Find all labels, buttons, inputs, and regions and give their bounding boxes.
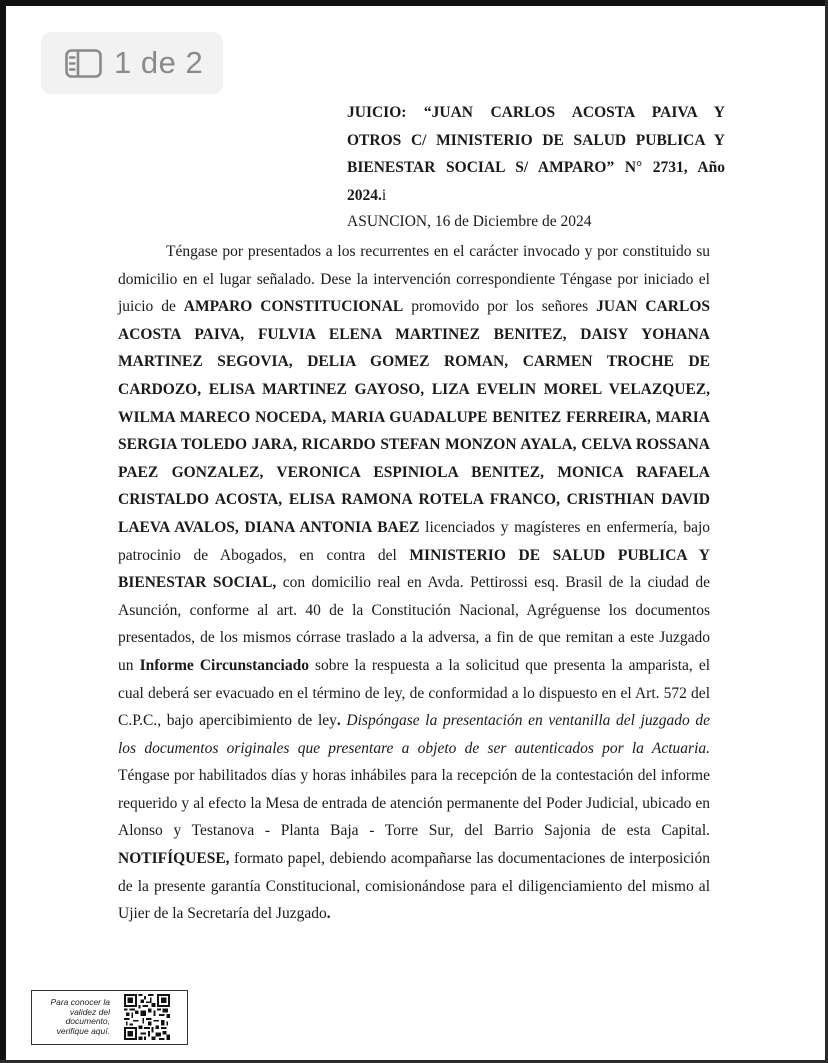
body-text-5: sobre la respuesta a la solicitud que presenta la amparista, el cual deberá ser evacuado en el término de ley, de conformidad a lo dispuesto en el Art. 572 del C.P.C., bajo apercibimiento de ley bbox=[118, 656, 711, 730]
case-title-line-1: JUICIO: “JUAN CARLOS ACOSTA PAIVA Y bbox=[347, 104, 725, 121]
qr-code-icon[interactable] bbox=[124, 994, 170, 1040]
report-label: Informe Circunstanciado bbox=[139, 656, 309, 674]
window-frame-left bbox=[0, 0, 6, 1063]
verification-line-2: validez del bbox=[69, 1006, 110, 1017]
defendant-name: MINISTERIO DE SALUD PUBLICA Y BIENESTAR SOCIAL, bbox=[118, 546, 710, 592]
body-text-3: licenciados y magísteres en enfermería, bajo patrocinio de Abogados, en contra del bbox=[118, 518, 711, 564]
sidebar-panel-icon bbox=[65, 49, 102, 78]
body-final-period: . bbox=[326, 905, 331, 923]
verification-line-3: documento, bbox=[65, 1016, 110, 1026]
amparo-label: AMPARO CONSTITUCIONAL bbox=[183, 298, 404, 316]
plaintiff-names: JUAN CARLOS ACOSTA PAIVA, FULVIA ELENA MARTINEZ BENITEZ, DAISY YOHANA MARTINEZ SEGOVIA, DELIA GOMEZ ROMAN, CARMEN TROCHE DE CARDOZO, ELISA MARTINEZ GAYOSO, LIZA EVELIN MOREL VELAZQUEZ, WILMA MARECO NOCEDA, MARIA GUADALUPE BENITEZ FERREIRA, MARIA SERGIA TOLEDO JARA, RICARDO STEFAN MONZON AYALA, CELVA ROSSANA PAEZ GONZALEZ, VERONICA ESPINIOLA BENITEZ, MONICA RAFAELA CRISTALDO ACOSTA, ELISA RAMONA ROTELA FRANCO, CRISTHIAN DAVID LAEVA AVALOS, DIANA ANTONIA BAEZ bbox=[118, 298, 710, 536]
case-title-line-3: BIENESTAR SOCIAL S/ AMPARO” N° 2731, Año bbox=[347, 159, 725, 176]
body-text-2: promovido por los señores bbox=[403, 298, 597, 316]
case-heading bbox=[347, 99, 725, 209]
resolution-body bbox=[118, 238, 710, 928]
case-title-line-4 bbox=[347, 182, 725, 210]
body-text-1: Téngase por presentados a los recurrentes en el carácter invocado y por constituido su domicilio en el lugar señalado. Dese la intervención correspondiente Téngase por iniciado el juicio de bbox=[118, 243, 710, 316]
body-text-7: formato papel, debiendo acompañarse las documentaciones de interposición de la presente garantía Constitucional, comisionándose para el diligenciamiento del mismo al Ujier de la Secretaría del Juzgado bbox=[118, 850, 710, 923]
page-indicator[interactable] bbox=[41, 32, 223, 94]
body-text-6: Téngase por habilitados días y horas inhábiles para la recepción de la contestación del informe requerido y al efecto la Mesa de entrada de atención permanente del Poder Judicial, ubicado en Alonso y Testanova - Planta Baja - Torre Sur, del Barrio Sajonia de esta Capital. bbox=[118, 767, 710, 840]
window-frame-top bbox=[0, 0, 828, 6]
case-title-suffix: i bbox=[381, 186, 387, 204]
verification-line-1: Para conocer la bbox=[50, 997, 110, 1007]
document-date: ASUNCION, 16 de Diciembre de 2024 bbox=[347, 213, 592, 230]
notify-label: NOTIFÍQUESE, bbox=[118, 850, 230, 868]
page-indicator-label: 1 de 2 bbox=[114, 45, 204, 80]
verification-line-4: verifique aquí. bbox=[56, 1025, 110, 1036]
body-text-4: con domicilio real en Avda. Pettirossi esq. Brasil de la ciudad de Asunción, conforme al art. 40 de la Constitución Nacional, Agréguense los documentos presentados, de los mismos córrase traslado a la adversa, a fin de que remitan a este Juzgado un bbox=[118, 574, 710, 674]
verification-text bbox=[38, 998, 110, 1036]
case-year: 2024. bbox=[347, 186, 382, 204]
body-bold-period: . bbox=[336, 712, 341, 730]
verification-box bbox=[31, 990, 188, 1045]
instruction-italic: Dispóngase la presentación en ventanilla del juzgado de los documentos originales que presentare a objeto de ser autenticados por la Actuaria. bbox=[118, 712, 710, 757]
case-title-line-2: OTROS C/ MINISTERIO DE SALUD PUBLICA Y bbox=[347, 131, 725, 149]
